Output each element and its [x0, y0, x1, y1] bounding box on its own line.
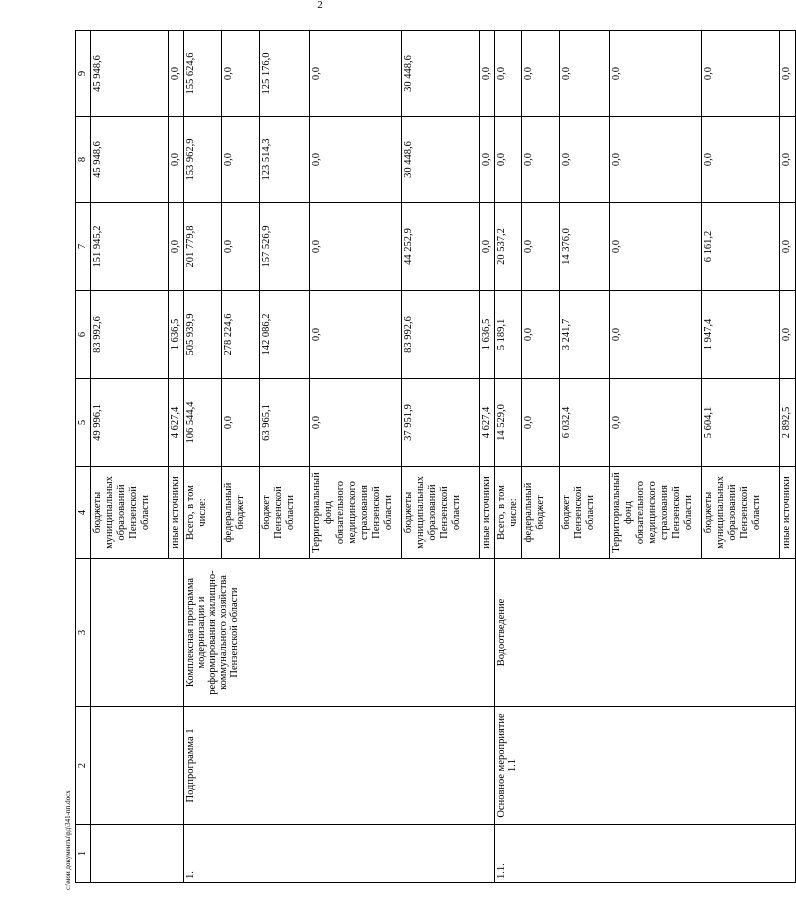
value-cell: 0,0 — [495, 31, 522, 117]
source-cell: федеральный бюджет — [222, 467, 260, 559]
value-cell: 0,0 — [222, 379, 260, 467]
header-cell: 9 — [76, 31, 91, 117]
header-cell: 1 — [76, 825, 91, 883]
value-cell: 0,0 — [610, 117, 702, 203]
header-cell: 6 — [76, 291, 91, 379]
row-c1-cell: 1.1. — [495, 825, 796, 883]
source-cell: бюджет Пензенской области — [260, 467, 310, 559]
value-cell: 153 962,9 — [184, 117, 222, 203]
value-cell: 123 514,3 — [260, 117, 310, 203]
header-cell: 8 — [76, 117, 91, 203]
header-cell: 2 — [76, 707, 91, 825]
row-c2-cell: Подпрограмма 1 — [184, 707, 495, 825]
value-cell: 0,0 — [522, 291, 560, 379]
value-cell: 6 161,2 — [702, 203, 780, 291]
source-cell: бюджеты муниципальных образований Пензенской области — [91, 467, 169, 559]
source-cell: бюджеты муниципальных образований Пензенской области — [402, 467, 480, 559]
value-cell: 155 624,6 — [184, 31, 222, 117]
value-cell: 0,0 — [610, 31, 702, 117]
table-row — [184, 31, 222, 883]
row-c1-cell — [91, 825, 184, 883]
value-cell: 0,0 — [310, 291, 402, 379]
value-cell: 0,0 — [522, 379, 560, 467]
value-cell: 0,0 — [702, 117, 780, 203]
value-cell: 0,0 — [169, 31, 184, 117]
source-cell: иные источники — [169, 467, 184, 559]
row-c3-cell: Комплексная программа модернизации и реформирования жилищно-коммунального хозяйства Пензенской области — [184, 559, 495, 707]
value-cell: 151 945,2 — [91, 203, 169, 291]
value-cell: 14 529,0 — [495, 379, 522, 467]
source-cell: иные источники — [780, 467, 796, 559]
value-cell: 0,0 — [480, 117, 495, 203]
rotated-table-container — [75, 31, 792, 883]
value-cell: 0,0 — [310, 203, 402, 291]
source-cell: бюджеты муниципальных образований Пензенской области — [702, 467, 780, 559]
value-cell: 0,0 — [610, 291, 702, 379]
source-cell: Всего, в том числе: — [184, 467, 222, 559]
value-cell: 0,0 — [169, 203, 184, 291]
source-cell: федеральный бюджет — [522, 467, 560, 559]
table-row — [91, 31, 169, 883]
value-cell: 20 537,2 — [495, 203, 522, 291]
value-cell: 106 544,4 — [184, 379, 222, 467]
value-cell: 4 627,4 — [169, 379, 184, 467]
value-cell: 5 189,1 — [495, 291, 522, 379]
value-cell: 0,0 — [560, 31, 610, 117]
value-cell: 0,0 — [780, 31, 796, 117]
value-cell: 0,0 — [702, 31, 780, 117]
value-cell: 505 939,9 — [184, 291, 222, 379]
source-cell: Территориальный фонд обязательного медицинского страхования Пензенской области — [610, 467, 702, 559]
value-cell: 0,0 — [222, 31, 260, 117]
table-body — [76, 31, 796, 883]
value-cell: 125 176,0 — [260, 31, 310, 117]
value-cell: 5 604,1 — [702, 379, 780, 467]
value-cell: 49 996,1 — [91, 379, 169, 467]
value-cell: 37 951,9 — [402, 379, 480, 467]
row-c3-cell — [91, 559, 184, 707]
value-cell: 0,0 — [169, 117, 184, 203]
value-cell: 0,0 — [310, 31, 402, 117]
value-cell: 30 448,6 — [402, 31, 480, 117]
page-number: 2 — [317, 0, 323, 11]
header-cell: 5 — [76, 379, 91, 467]
footer-path: c:\мои документы\рд\341-пп.docx — [64, 790, 72, 890]
source-cell: Территориальный фонд обязательного медицинского страхования Пензенской области — [310, 467, 402, 559]
row-c2-cell — [91, 707, 184, 825]
value-cell: 0,0 — [560, 117, 610, 203]
value-cell: 6 032,4 — [560, 379, 610, 467]
value-cell: 83 992,6 — [402, 291, 480, 379]
row-c2-cell: Основное мероприятие 1.1 — [495, 707, 796, 825]
value-cell: 3 241,7 — [560, 291, 610, 379]
value-cell: 30 448,6 — [402, 117, 480, 203]
value-cell: 0,0 — [310, 379, 402, 467]
value-cell: 278 224,6 — [222, 291, 260, 379]
header-cell: 4 — [76, 467, 91, 559]
value-cell: 1 947,4 — [702, 291, 780, 379]
value-cell: 44 252,9 — [402, 203, 480, 291]
source-cell: бюджет Пензенской области — [560, 467, 610, 559]
header-cell: 3 — [76, 559, 91, 707]
value-cell: 0,0 — [780, 203, 796, 291]
value-cell: 0,0 — [610, 379, 702, 467]
value-cell: 4 627,4 — [480, 379, 495, 467]
value-cell: 0,0 — [480, 203, 495, 291]
row-c1-cell: 1. — [184, 825, 495, 883]
value-cell: 0,0 — [495, 117, 522, 203]
value-cell: 0,0 — [522, 117, 560, 203]
value-cell: 201 779,8 — [184, 203, 222, 291]
value-cell: 0,0 — [522, 203, 560, 291]
value-cell: 0,0 — [480, 31, 495, 117]
value-cell: 0,0 — [780, 291, 796, 379]
value-cell: 2 892,5 — [780, 379, 796, 467]
value-cell: 142 086,2 — [260, 291, 310, 379]
budget-table — [75, 30, 796, 883]
value-cell: 1 636,5 — [169, 291, 184, 379]
row-c3-cell: Водоотведение — [495, 559, 796, 707]
value-cell: 45 948,6 — [91, 31, 169, 117]
value-cell: 0,0 — [610, 203, 702, 291]
value-cell: 14 376,0 — [560, 203, 610, 291]
value-cell: 83 992,6 — [91, 291, 169, 379]
header-row — [76, 31, 91, 883]
value-cell: 0,0 — [522, 31, 560, 117]
value-cell: 1 636,5 — [480, 291, 495, 379]
value-cell: 157 526,9 — [260, 203, 310, 291]
header-cell: 7 — [76, 203, 91, 291]
value-cell: 0,0 — [222, 117, 260, 203]
value-cell: 63 965,1 — [260, 379, 310, 467]
table-row — [495, 31, 522, 883]
value-cell: 0,0 — [222, 203, 260, 291]
source-cell: иные источники — [480, 467, 495, 559]
value-cell: 0,0 — [310, 117, 402, 203]
value-cell: 45 948,6 — [91, 117, 169, 203]
source-cell: Всего, в том числе: — [495, 467, 522, 559]
value-cell: 0,0 — [780, 117, 796, 203]
